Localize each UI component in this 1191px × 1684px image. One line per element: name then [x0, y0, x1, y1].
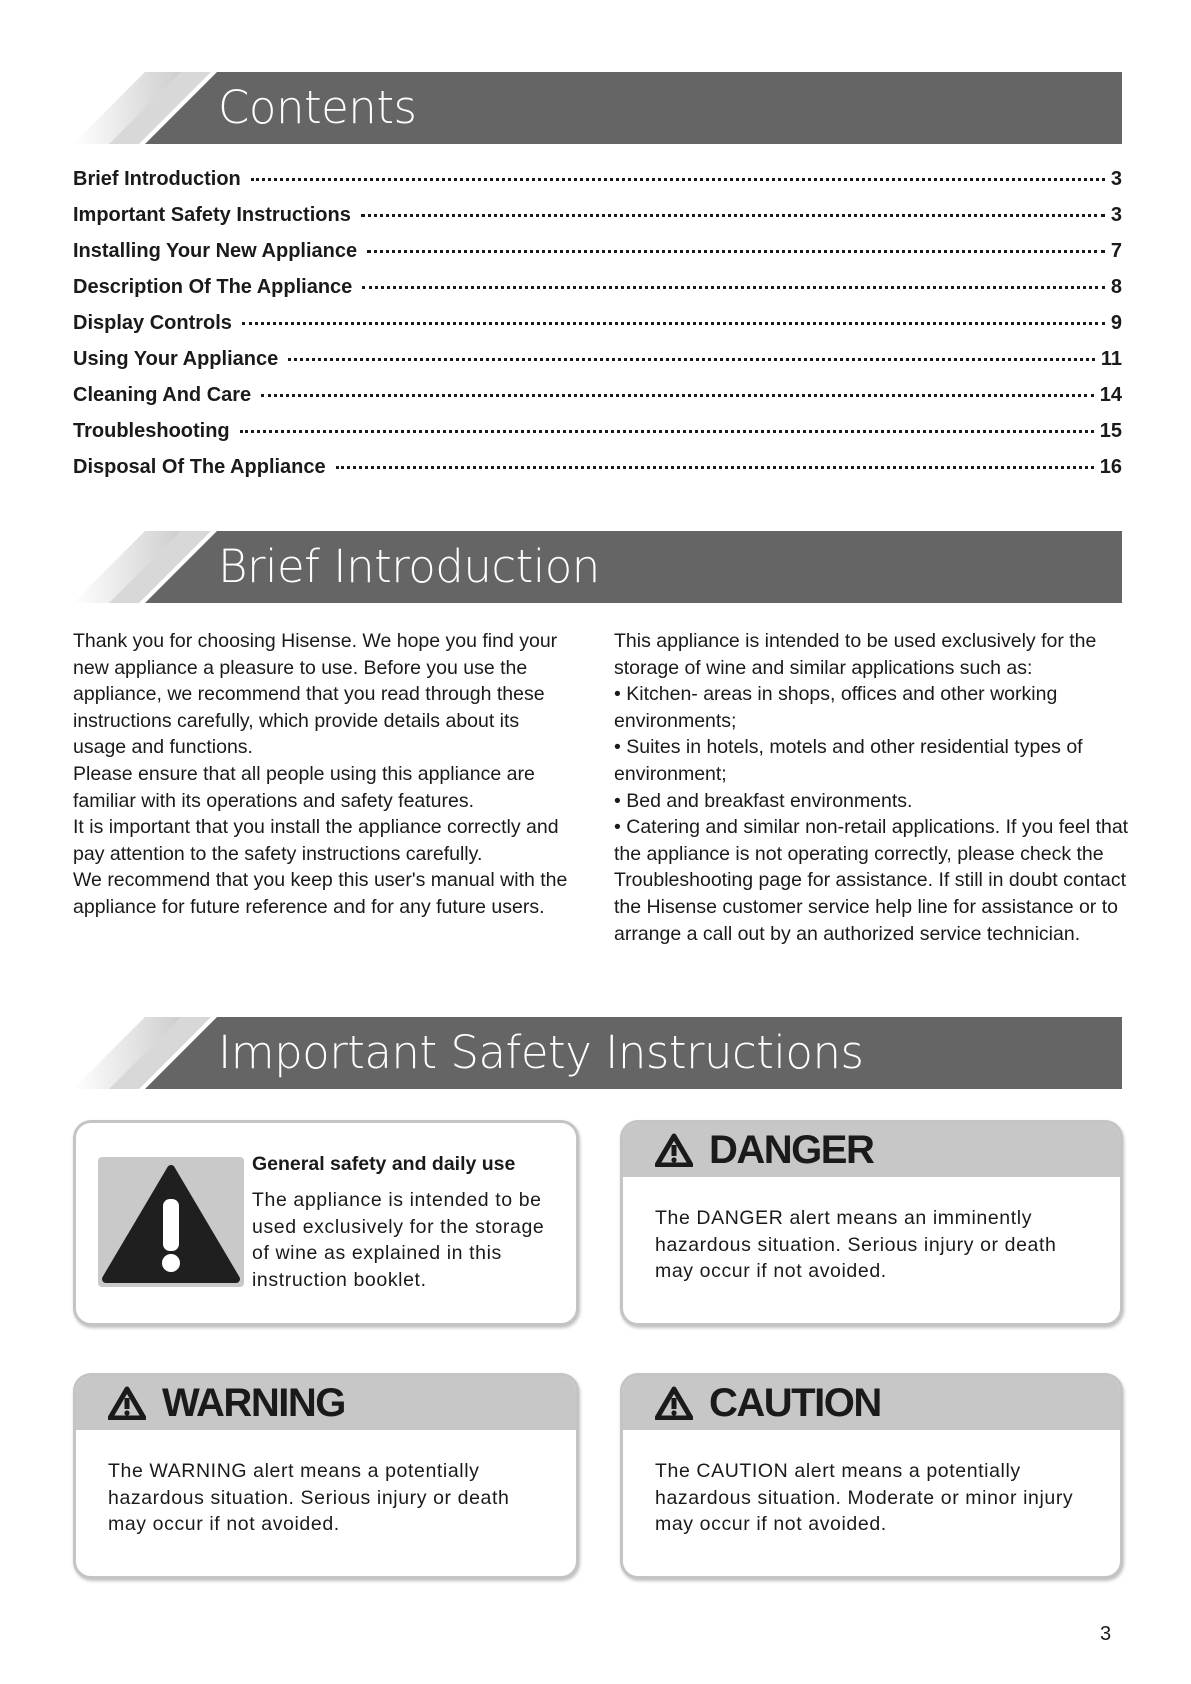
warning-triangle-icon — [98, 1157, 244, 1287]
usage-list — [614, 681, 1144, 947]
toc-entry — [73, 456, 1122, 492]
toc-entry-page: 9 — [1110, 312, 1122, 334]
intro-title: Brief Introduction — [218, 540, 600, 593]
toc-entry-label: Brief Introduction — [73, 168, 241, 190]
page-number: 3 — [1100, 1623, 1112, 1645]
toc-entry — [73, 384, 1122, 420]
toc-entry — [73, 420, 1122, 456]
safety-title: Important Safety Instructions — [218, 1026, 864, 1079]
toc-dot-leader — [288, 358, 1095, 361]
safety-banner — [73, 1017, 1122, 1089]
general-safety-title: General safety and daily use — [252, 1153, 516, 1175]
toc-entry-label: Description Of The Appliance — [73, 276, 353, 298]
toc-entry-page: 16 — [1099, 456, 1122, 478]
table-of-contents — [73, 168, 1122, 492]
toc-entry — [73, 240, 1122, 276]
toc-dot-leader — [361, 214, 1105, 217]
toc-dot-leader — [242, 322, 1105, 325]
toc-entry-page: 15 — [1099, 420, 1122, 442]
general-safety-box — [73, 1120, 579, 1326]
intro-left-column — [73, 628, 577, 921]
toc-entry-label: Disposal Of The Appliance — [73, 456, 326, 478]
general-safety-text: The appliance is intended to be used exclusively for the storage of wine as explained in this instruction booklet. — [252, 1189, 545, 1291]
toc-dot-leader — [336, 466, 1094, 469]
warning-label: WARNING — [162, 1380, 345, 1425]
contents-banner — [73, 72, 1122, 144]
toc-entry — [73, 312, 1122, 348]
toc-entry-label: Using Your Appliance — [73, 348, 279, 370]
toc-entry-page: 3 — [1110, 204, 1122, 226]
contents-title: Contents — [218, 81, 417, 134]
intro-paragraph: It is important that you install the appliance correctly and pay attention to the safety instructions carefully. — [73, 816, 559, 865]
toc-entry-label: Important Safety Instructions — [73, 204, 351, 226]
intro-paragraph: Thank you for choosing Hisense. We hope you find your new appliance a pleasure to use. Before you use the appliance, we recommend that you read through these instructions carefully, which provide details about its usage and functions. — [73, 630, 558, 759]
danger-text: The DANGER alert means an imminently hazardous situation. Serious injury or death may occur if not avoided. — [655, 1207, 1057, 1283]
danger-header — [623, 1123, 1120, 1177]
toc-entry-label: Cleaning And Care — [73, 384, 252, 406]
danger-label: DANGER — [709, 1127, 874, 1172]
intro-banner — [73, 531, 1122, 603]
intro-paragraph: Please ensure that all people using this appliance are familiar with its operations and safety features. — [73, 762, 535, 812]
usage-list-item: • Suites in hotels, motels and other residential types of environment; — [614, 736, 1083, 785]
toc-entry — [73, 204, 1122, 240]
toc-entry-page: 3 — [1110, 168, 1122, 190]
toc-entry-label: Installing Your New Appliance — [73, 240, 358, 262]
toc-entry — [73, 348, 1122, 384]
warning-box — [73, 1373, 579, 1579]
usage-list-item: • Bed and breakfast environments. — [614, 789, 913, 812]
toc-dot-leader — [251, 178, 1105, 181]
toc-dot-leader — [261, 394, 1094, 397]
toc-entry — [73, 168, 1122, 204]
toc-entry-page: 7 — [1110, 240, 1122, 262]
intro-paragraph: We recommend that you keep this user's manual with the appliance for future reference and for any future users. — [73, 869, 568, 918]
toc-dot-leader — [240, 430, 1094, 433]
caution-header — [623, 1376, 1120, 1430]
alert-triangle-icon — [108, 1386, 146, 1420]
toc-entry-page: 11 — [1100, 348, 1122, 370]
warning-header — [76, 1376, 576, 1430]
caution-text: The CAUTION alert means a potentially hazardous situation. Moderate or minor injury may occur if not avoided. — [655, 1460, 1074, 1536]
caution-label: CAUTION — [709, 1380, 881, 1425]
toc-dot-leader — [362, 286, 1105, 289]
usage-list-item: • Catering and similar non-retail applications. If you feel that the appliance is not operating correctly, please check the Troubleshooting page for assistance. If still in doubt contact the Hisense customer service help line for assistance or to arrange a call out by an authorized service technician. — [614, 816, 1129, 945]
caution-box — [620, 1373, 1123, 1579]
danger-box — [620, 1120, 1123, 1326]
alert-triangle-icon — [655, 1386, 693, 1420]
alert-triangle-icon — [655, 1133, 693, 1167]
warning-text: The WARNING alert means a potentially hazardous situation. Serious injury or death may occur if not avoided. — [108, 1460, 510, 1536]
toc-entry-page: 8 — [1110, 276, 1122, 298]
toc-entry — [73, 276, 1122, 312]
intro-usage-paragraph: This appliance is intended to be used exclusively for the storage of wine and similar applications such as: — [614, 630, 1097, 679]
toc-dot-leader — [367, 250, 1105, 253]
toc-entry-label: Display Controls — [73, 312, 232, 334]
toc-entry-label: Troubleshooting — [73, 420, 230, 442]
usage-list-item: • Kitchen- areas in shops, offices and other working environments; — [614, 683, 1058, 732]
toc-entry-page: 14 — [1099, 384, 1122, 406]
intro-right-column — [614, 628, 1144, 947]
